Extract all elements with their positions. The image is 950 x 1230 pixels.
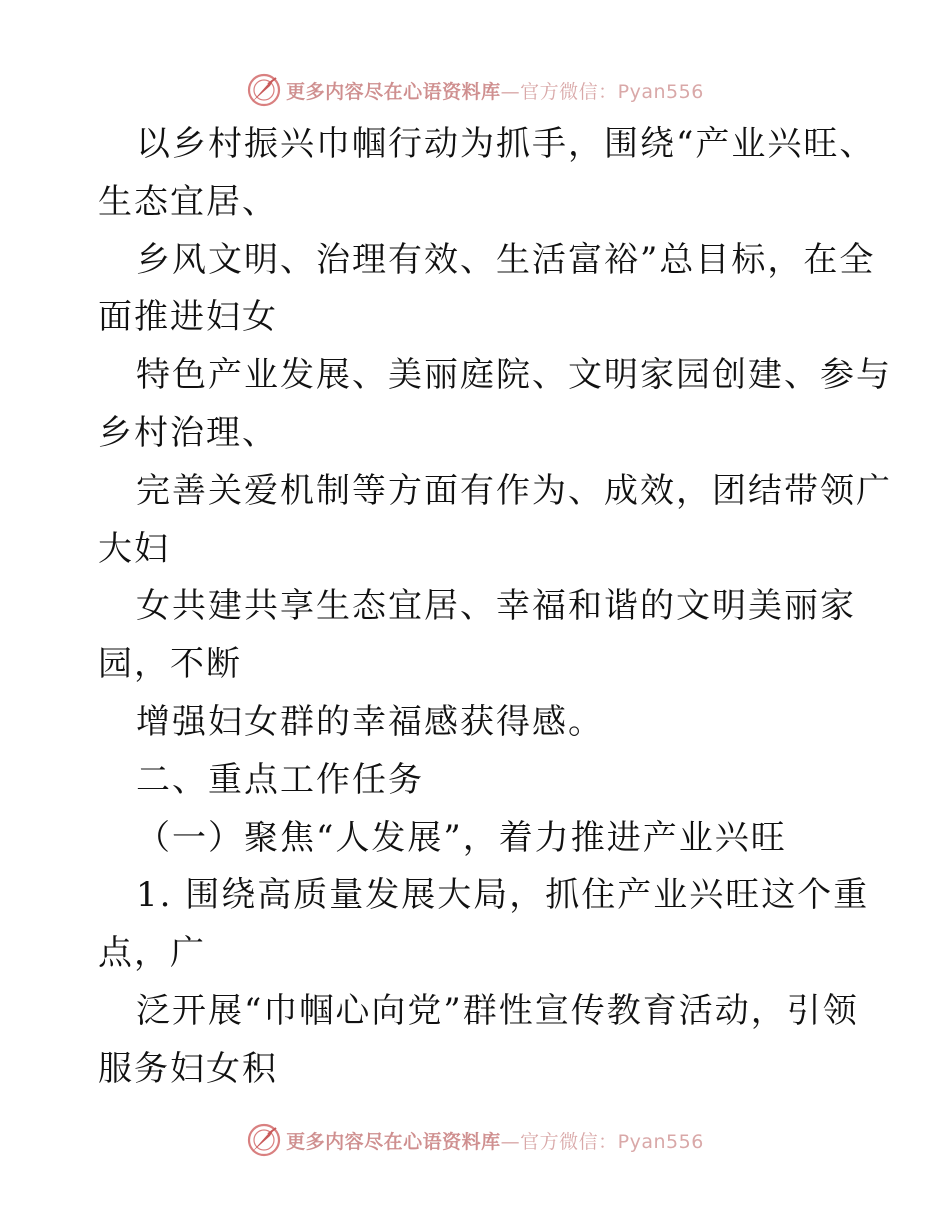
paragraph-line: 生态宜居、: [98, 181, 278, 222]
watermark-site-text: 更多内容尽在心语资料库: [286, 1130, 501, 1153]
watermark-text: [286, 1127, 704, 1154]
paragraph-line: 泛开展“巾帼心向党”群性宣传教育活动，引领: [136, 990, 859, 1031]
pen-nib-seal-icon: [246, 72, 282, 108]
paragraph-line: 以乡村振兴巾帼行动为抓手，围绕“产业兴旺、: [136, 124, 876, 164]
paragraph-line: 女共建共享生态宜居、幸福和谐的文明美丽家: [136, 586, 856, 627]
paragraph-line: 服务妇女积: [98, 1048, 278, 1089]
watermark-contact-text: 官方微信：Pyan556: [520, 1130, 704, 1153]
watermark-contact-text: 官方微信：Pyan556: [520, 80, 704, 103]
watermark-text: [286, 77, 704, 104]
watermark-group: [246, 1122, 704, 1158]
paragraph-line: 大妇: [98, 528, 170, 569]
section-heading: 二、重点工作任务: [136, 759, 424, 800]
page-footer-watermark: [0, 1120, 950, 1160]
watermark-separator: —: [500, 80, 521, 103]
subsection-heading: （一）聚焦“人发展”，着力推进产业兴旺: [136, 817, 787, 858]
page-header-watermark: [0, 70, 950, 110]
watermark-site-text: 更多内容尽在心语资料库: [286, 80, 501, 103]
list-item-line: 1. 围绕高质量发展大局，抓住产业兴旺这个重: [136, 875, 870, 916]
paragraph-line: 完善关爱机制等方面有作为、成效，团结带领广: [136, 470, 892, 511]
paragraph-line: 乡村治理、: [98, 412, 278, 453]
paragraph-line: 点，广: [98, 933, 206, 974]
paragraph-line: 面推进妇女: [98, 297, 278, 338]
paragraph-line: 园，不断: [98, 644, 242, 685]
paragraph-line: 特色产业发展、美丽庭院、文明家园创建、参与: [136, 355, 892, 396]
document-body: [98, 116, 892, 1099]
watermark-separator: —: [500, 1130, 521, 1153]
paragraph-line: 增强妇女群的幸福感获得感。: [136, 701, 604, 742]
paragraph-line: 乡风文明、治理有效、生活富裕”总目标，在全: [136, 239, 876, 280]
watermark-group: [246, 72, 704, 108]
pen-nib-seal-icon: [246, 1122, 282, 1158]
